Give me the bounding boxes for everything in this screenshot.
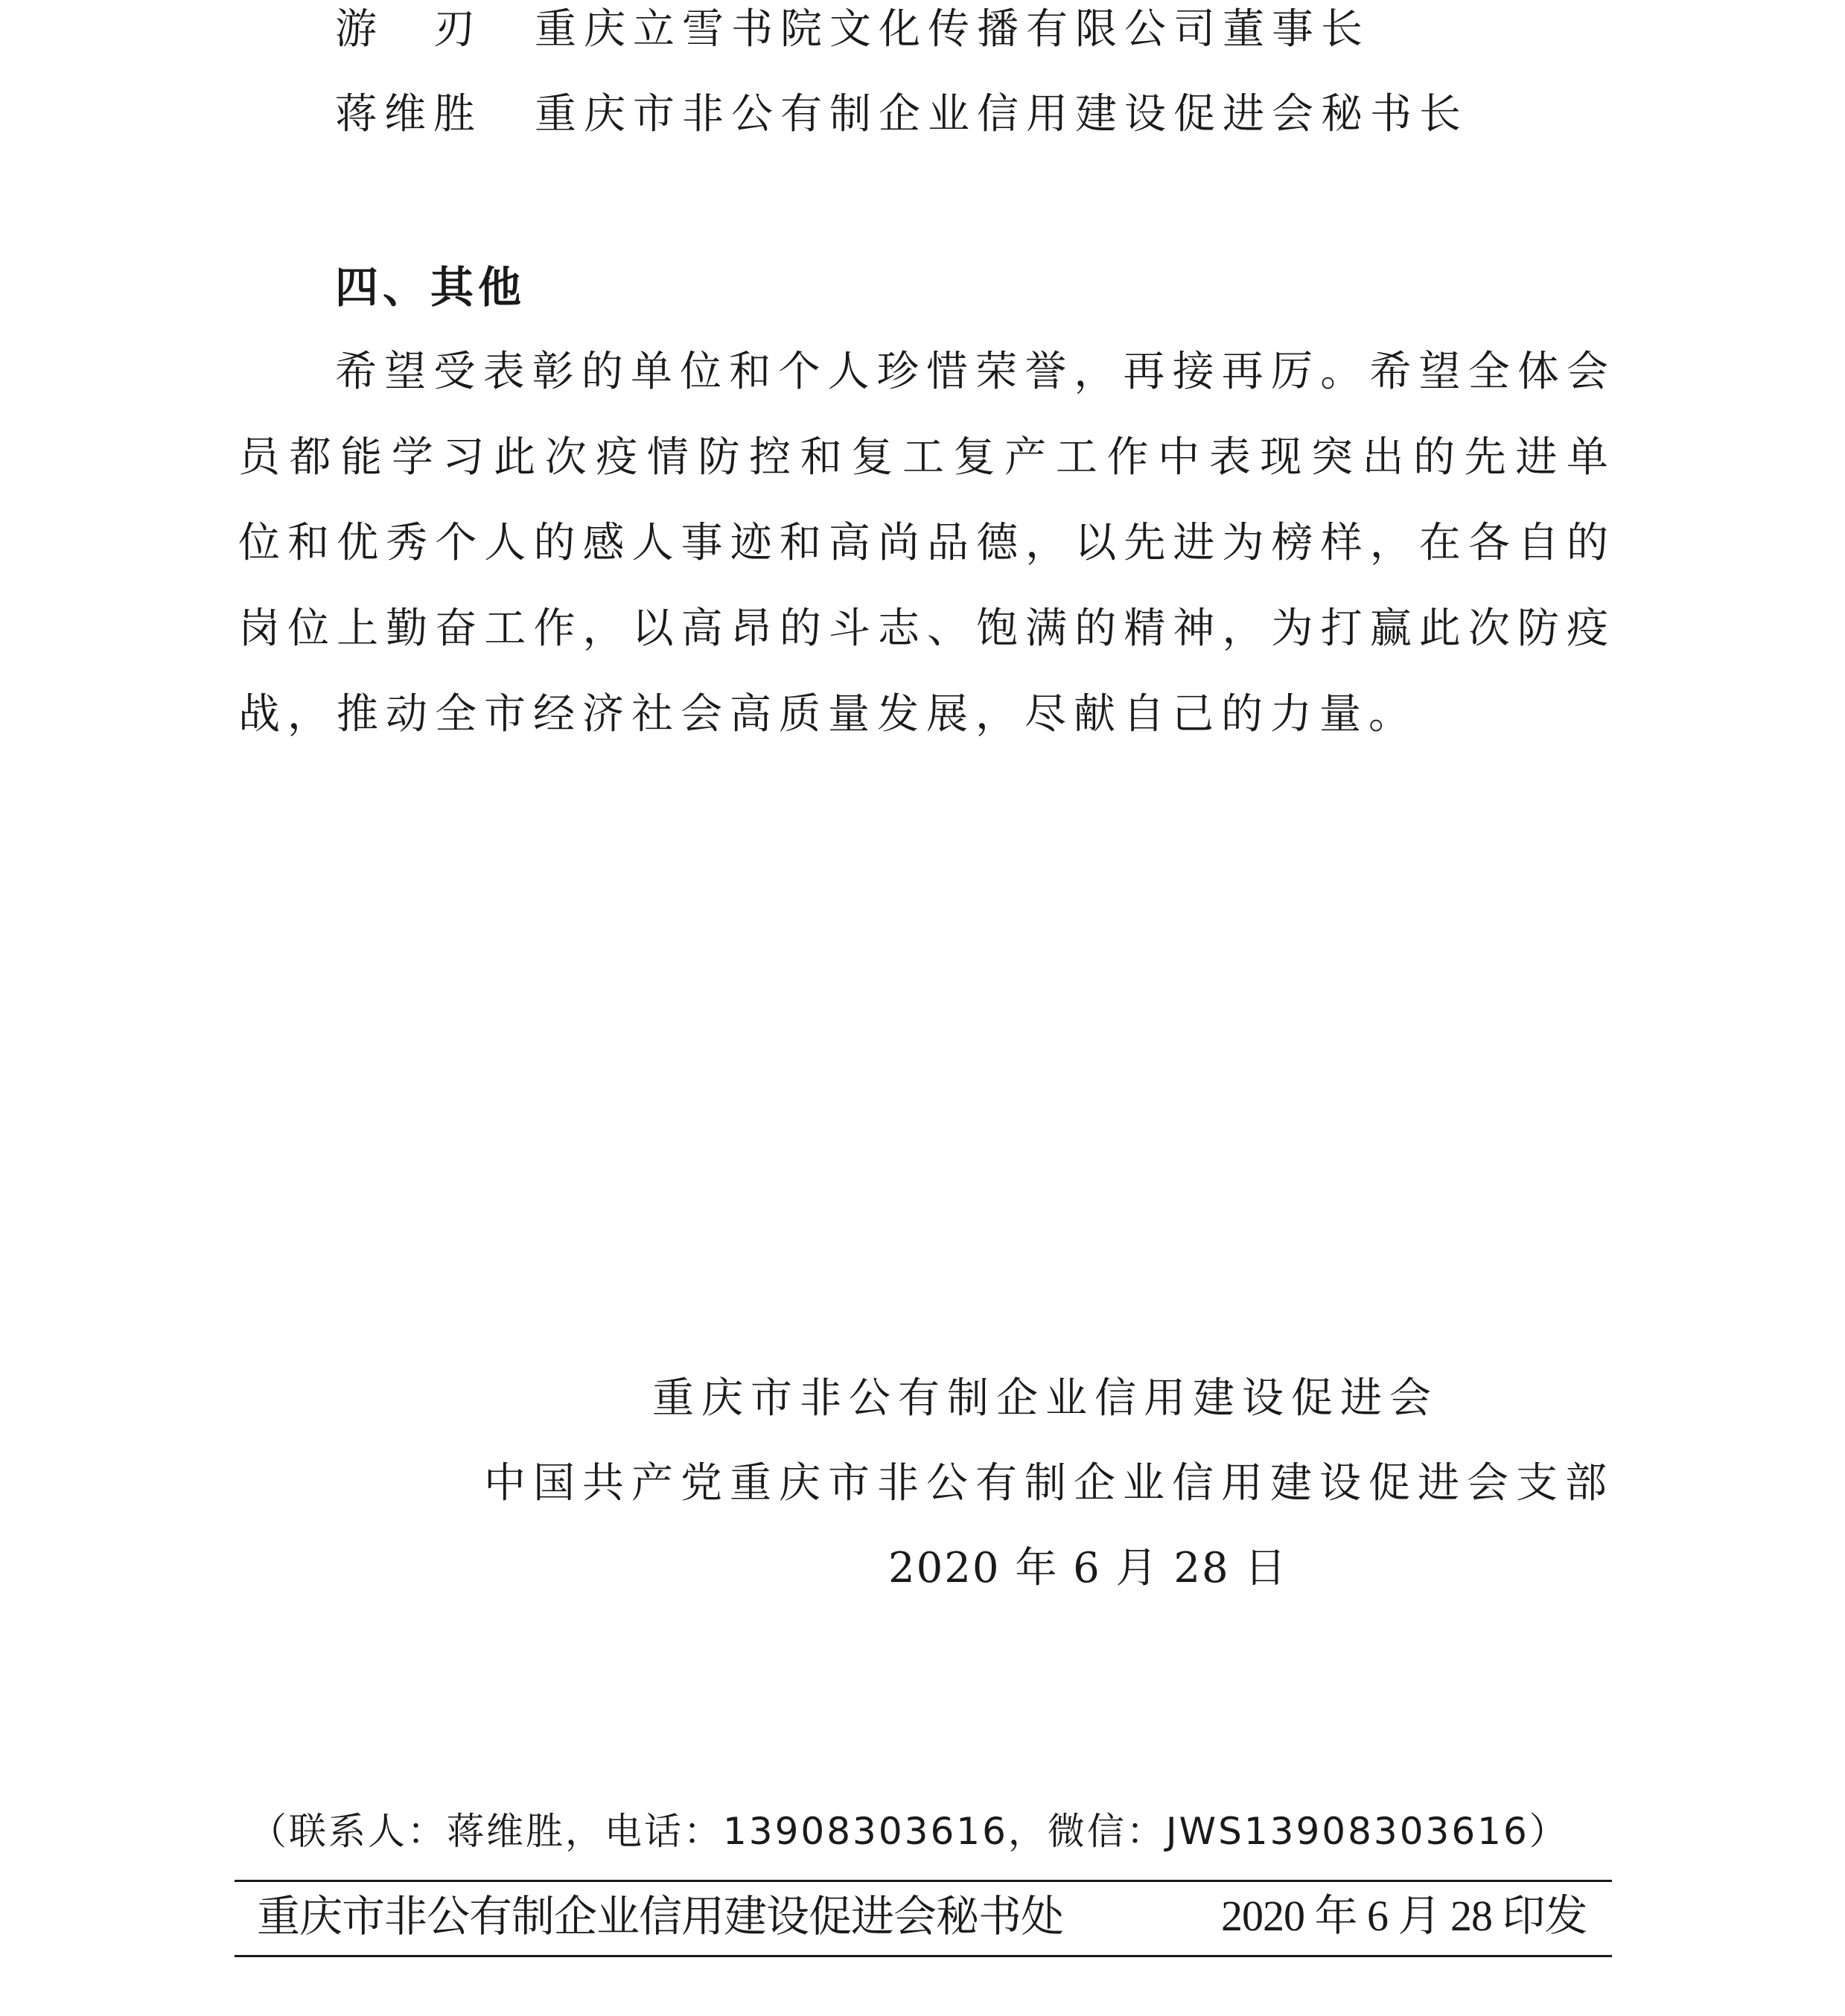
signature-date: 2020 年 6 月 28 日 xyxy=(888,1544,1288,1592)
signature-org: 重庆市非公有制企业信用建设促进会 xyxy=(652,1374,1438,1423)
member-name: 蒋维胜 xyxy=(335,90,482,138)
paragraph-line: 希望受表彰的单位和个人珍惜荣誉，再接再厉。希望全体会 xyxy=(335,348,1608,396)
member-title: 重庆立雪书院文化传播有限公司董事长 xyxy=(535,5,1370,54)
footer-issue-date: 2020 年 6 月 28 印发 xyxy=(1221,1892,1587,1940)
footer-bottom-rule xyxy=(235,1955,1612,1957)
paragraph-line: 位和优秀个人的感人事迹和高尚品德，以先进为榜样，在各自的 xyxy=(238,519,1608,567)
section-heading: 四、其他 xyxy=(335,262,526,313)
signature-party-branch: 中国共产党重庆市非公有制企业信用建设促进会支部 xyxy=(484,1459,1614,1508)
paragraph-line: 员都能学习此次疫情防控和复工复产工作中表现突出的先进单 xyxy=(238,433,1608,482)
paragraph-line: 战，推动全市经济社会高质量发展，尽献自己的力量。 xyxy=(238,690,1418,739)
footer-top-rule xyxy=(235,1880,1612,1882)
paragraph-line: 岗位上勤奋工作，以高昂的斗志、饱满的精神，为打赢此次防疫 xyxy=(238,605,1608,653)
member-title: 重庆市非公有制企业信用建设促进会秘书长 xyxy=(535,90,1468,138)
footer-issuer: 重庆市非公有制企业信用建设促进会秘书处 xyxy=(257,1891,1064,1942)
contact-info: （联系人：蒋维胜，电话：13908303616，微信：JWS13908303616） xyxy=(249,1810,1569,1853)
member-name: 游 刃 xyxy=(335,5,482,54)
